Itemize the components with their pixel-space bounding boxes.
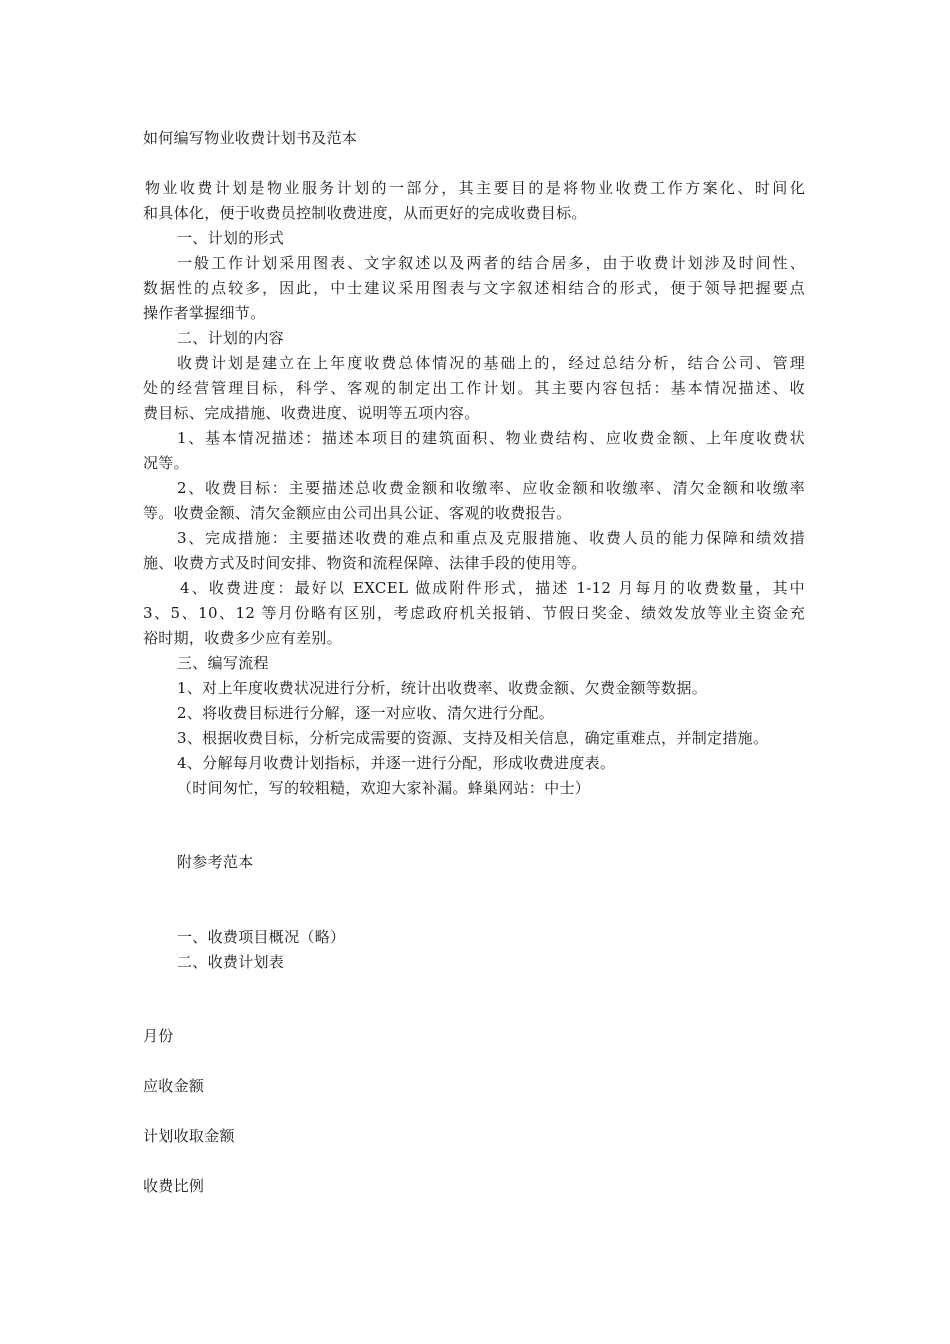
paragraph-line: 收费计划是建立在上年度收费总体情况的基础上的，经过总结分析，结合公司、管理 [177, 354, 805, 372]
document-title: 如何编写物业收费计划书及范本 [143, 129, 358, 147]
paragraph-line: 操作者掌握细节。 [143, 304, 266, 322]
paragraph-line: 2、收费目标：主要描述总收费金额和收缴率、应收金额和收缴率、清欠金额和收缴率 [177, 479, 805, 497]
paragraph-line: 2、将收费目标进行分解，逐一对应收、清欠进行分配。 [177, 704, 555, 722]
paragraph-line: 1、基本情况描述：描述本项目的建筑面积、物业费结构、应收费金额、上年度收费状 [177, 429, 805, 447]
table-label: 收费比例 [143, 1177, 205, 1195]
paragraph-line: 3、完成措施：主要描述收费的难点和重点及克服措施、收费人员的能力保障和绩效措 [177, 529, 805, 547]
paragraph-line: 况等。 [143, 454, 189, 472]
paragraph-line: 4、收费进度：最好以 EXCEL 做成附件形式，描述 1-12 月每月的收费数量，其中 [180, 579, 805, 597]
paragraph-line: 裕时期，收费多少应有差别。 [143, 629, 342, 647]
appendix-title: 附参考范本 [177, 853, 254, 871]
paragraph-line: 施、收费方式及时间安排、物资和流程保障、法律手段的使用等。 [143, 554, 587, 572]
paragraph-line: 和具体化，便于收费员控制收费进度，从而更好的完成收费目标。 [143, 204, 587, 222]
paragraph-line: 1、对上年度收费状况进行分析，统计出收费率、收费金额、欠费金额等数据。 [177, 679, 708, 697]
closing-note: （时间匆忙，写的较粗糙，欢迎大家补漏。蜂巢网站：中士） [177, 779, 591, 797]
paragraph-line: 4、分解每月收费计划指标，并逐一进行分配，形成收费进度表。 [177, 754, 616, 772]
paragraph-line: 等。收费金额、清欠金额应由公司出具公证、客观的收费报告。 [143, 504, 572, 522]
paragraph-line: 物业收费计划是物业服务计划的一部分，其主要目的是将物业收费工作方案化、时间化 [145, 179, 805, 197]
section-heading: 二、收费计划表 [177, 953, 285, 971]
table-label: 应收金额 [143, 1077, 205, 1095]
paragraph-line: 一般工作计划采用图表、文字叙述以及两者的结合居多，由于收费计划涉及时间性、 [177, 254, 805, 272]
section-heading: 一、计划的形式 [177, 229, 285, 247]
paragraph-line: 费目标、完成措施、收费进度、说明等五项内容。 [143, 404, 480, 422]
paragraph-line: 处的经营管理目标，科学、客观的制定出工作计划。其主要内容包括：基本情况描述、收 [143, 379, 805, 397]
table-label: 计划收取金额 [143, 1127, 235, 1145]
paragraph-line: 数据性的点较多，因此，中士建议采用图表与文字叙述相结合的形式，便于领导把握要点 [143, 279, 805, 297]
section-heading: 一、收费项目概况（略） [177, 928, 346, 946]
section-heading: 三、编写流程 [177, 654, 269, 672]
table-label: 月份 [143, 1027, 174, 1045]
paragraph-line: 3、根据收费目标，分析完成需要的资源、支持及相关信息，确定重难点，并制定措施。 [177, 729, 769, 747]
paragraph-line: 3、5、10、12 等月份略有区别，考虑政府机关报销、节假日奖金、绩效发放等业主资金充 [143, 604, 805, 622]
section-heading: 二、计划的内容 [177, 329, 285, 347]
